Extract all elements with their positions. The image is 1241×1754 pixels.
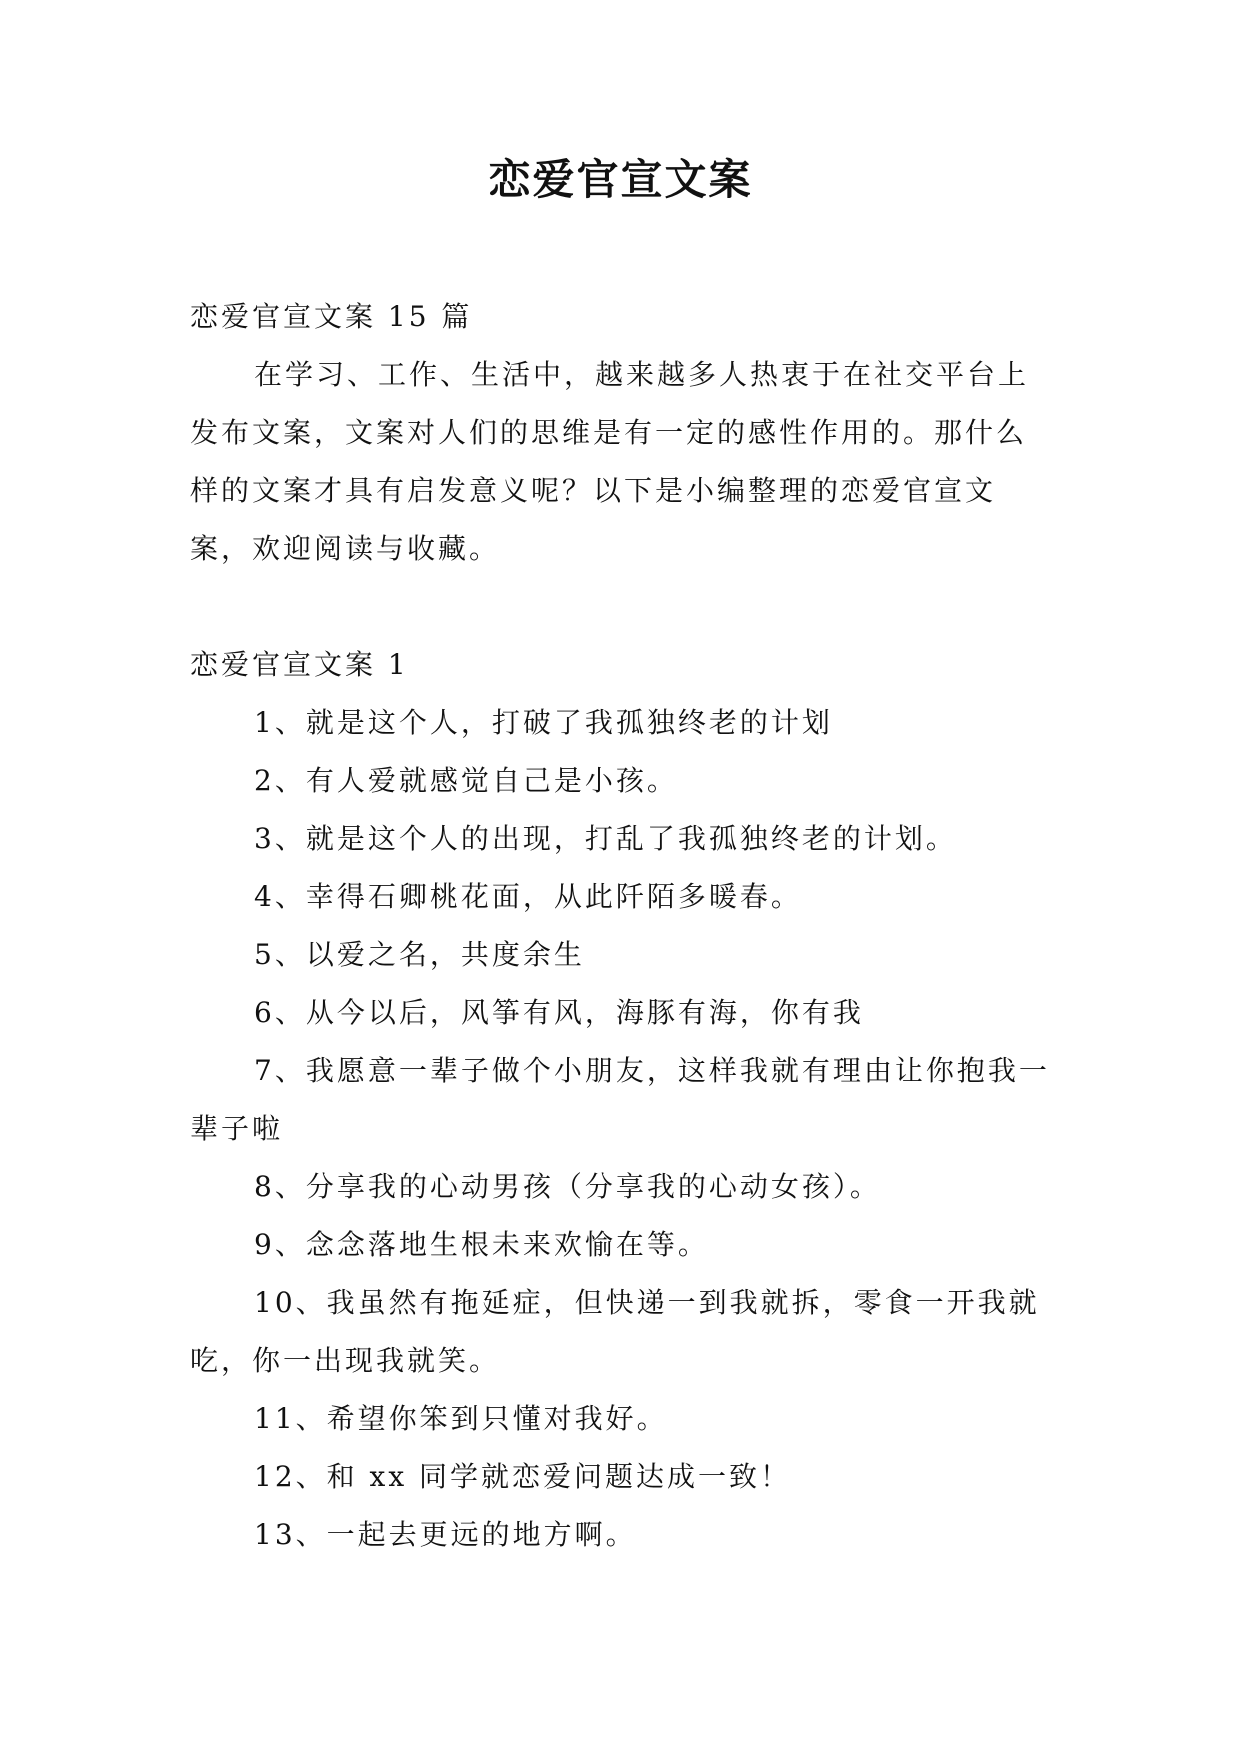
section-heading: 恋爱官宣文案 1 — [190, 648, 409, 681]
list-item: 5、以爱之名，共度余生 — [254, 938, 585, 971]
list-item: 13、一起去更远的地方啊。 — [254, 1518, 637, 1551]
list-item: 1、就是这个人，打破了我孤独终老的计划 — [254, 706, 833, 739]
page-title: 恋爱官宣文案 — [488, 155, 753, 204]
list-item: 3、就是这个人的出现，打乱了我孤独终老的计划。 — [254, 822, 957, 855]
list-item: 7、我愿意一辈子做个小朋友，这样我就有理由让你抱我一辈子啦 — [190, 1054, 1050, 1145]
list-item: 10、我虽然有拖延症，但快递一到我就拆，零食一开我就吃，你一出现我就笑。 — [190, 1286, 1040, 1377]
list-item: 11、希望你笨到只懂对我好。 — [254, 1402, 668, 1435]
intro-paragraph: 在学习、工作、生活中，越来越多人热衷于在社交平台上发布文案，文案对人们的思维是有一定的感性作用的。那什么样的文案才具有启发意义呢？以下是小编整理的恋爱官宣文案，欢迎阅读与收藏。 — [190, 358, 1030, 565]
list-item: 9、念念落地生根未来欢愉在等。 — [254, 1228, 709, 1261]
list-item: 4、幸得石卿桃花面，从此阡陌多暖春。 — [254, 880, 802, 913]
list-item: 2、有人爱就感觉自己是小孩。 — [254, 764, 678, 797]
list-item: 8、分享我的心动男孩（分享我的心动女孩）。 — [254, 1170, 881, 1203]
document-body — [190, 288, 1056, 1564]
list-item: 6、从今以后，风筝有风，海豚有海，你有我 — [254, 996, 864, 1029]
list-item: 12、和 xx 同学就恋爱问题达成一致！ — [254, 1460, 792, 1493]
document-subtitle: 恋爱官宣文案 15 篇 — [190, 300, 473, 333]
